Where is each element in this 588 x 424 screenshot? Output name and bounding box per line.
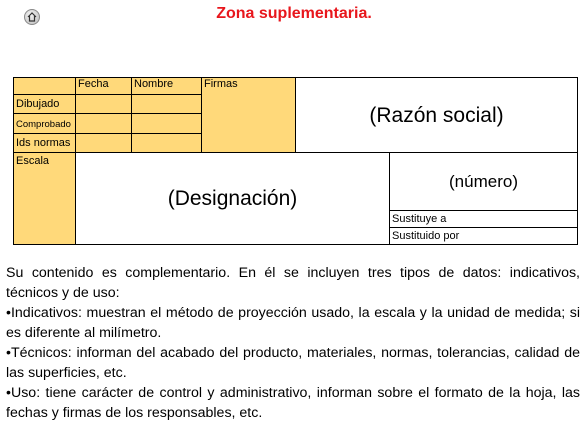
numero-cell: (número): [389, 152, 578, 211]
firmas-cell: Firmas: [201, 77, 296, 153]
fecha-cell: [75, 113, 132, 134]
nombre-cell: [131, 113, 202, 134]
escala-cell: Escala: [13, 152, 76, 245]
col-header-fecha: Fecha: [75, 77, 132, 95]
paragraph-intro: Su contenido es complementario. En él se incluyen tres tipos de datos: indicativos, técnicos y de uso:: [6, 265, 580, 301]
paragraph-uso: •Uso: tiene carácter de control y administrativo, informan sobre el formato de la hoja, las fechas y firmas de los responsables, etc.: [6, 385, 580, 421]
nombre-cell: [131, 133, 202, 153]
page-title: Zona suplementaria.: [216, 5, 372, 22]
fecha-cell: [75, 94, 132, 114]
sustituye-cell: Sustituye a: [389, 210, 578, 228]
corner-cell: [13, 77, 76, 95]
row-label-dibujado: Dibujado: [13, 94, 76, 114]
paragraph-tecnicos: •Técnicos: informan del acabado del producto, materiales, normas, tolerancias, calidad de las superficies, etc.: [6, 345, 580, 381]
sustituido-cell: Sustituido por: [389, 227, 578, 245]
fecha-cell: [75, 133, 132, 153]
paragraph-indicativos: •Indicativos: muestran el método de proyección usado, la escala y la unidad de medida; si es diferente al milímetro.: [6, 305, 580, 341]
col-header-nombre: Nombre: [131, 77, 202, 95]
description-text: [6, 263, 580, 423]
designacion-cell: (Designación): [75, 152, 390, 245]
row-label-comprobado: Comprobado: [13, 113, 76, 134]
row-label-ids-normas: Ids normas: [13, 133, 76, 153]
razon-social-cell: (Razón social): [295, 77, 578, 153]
nombre-cell: [131, 94, 202, 114]
